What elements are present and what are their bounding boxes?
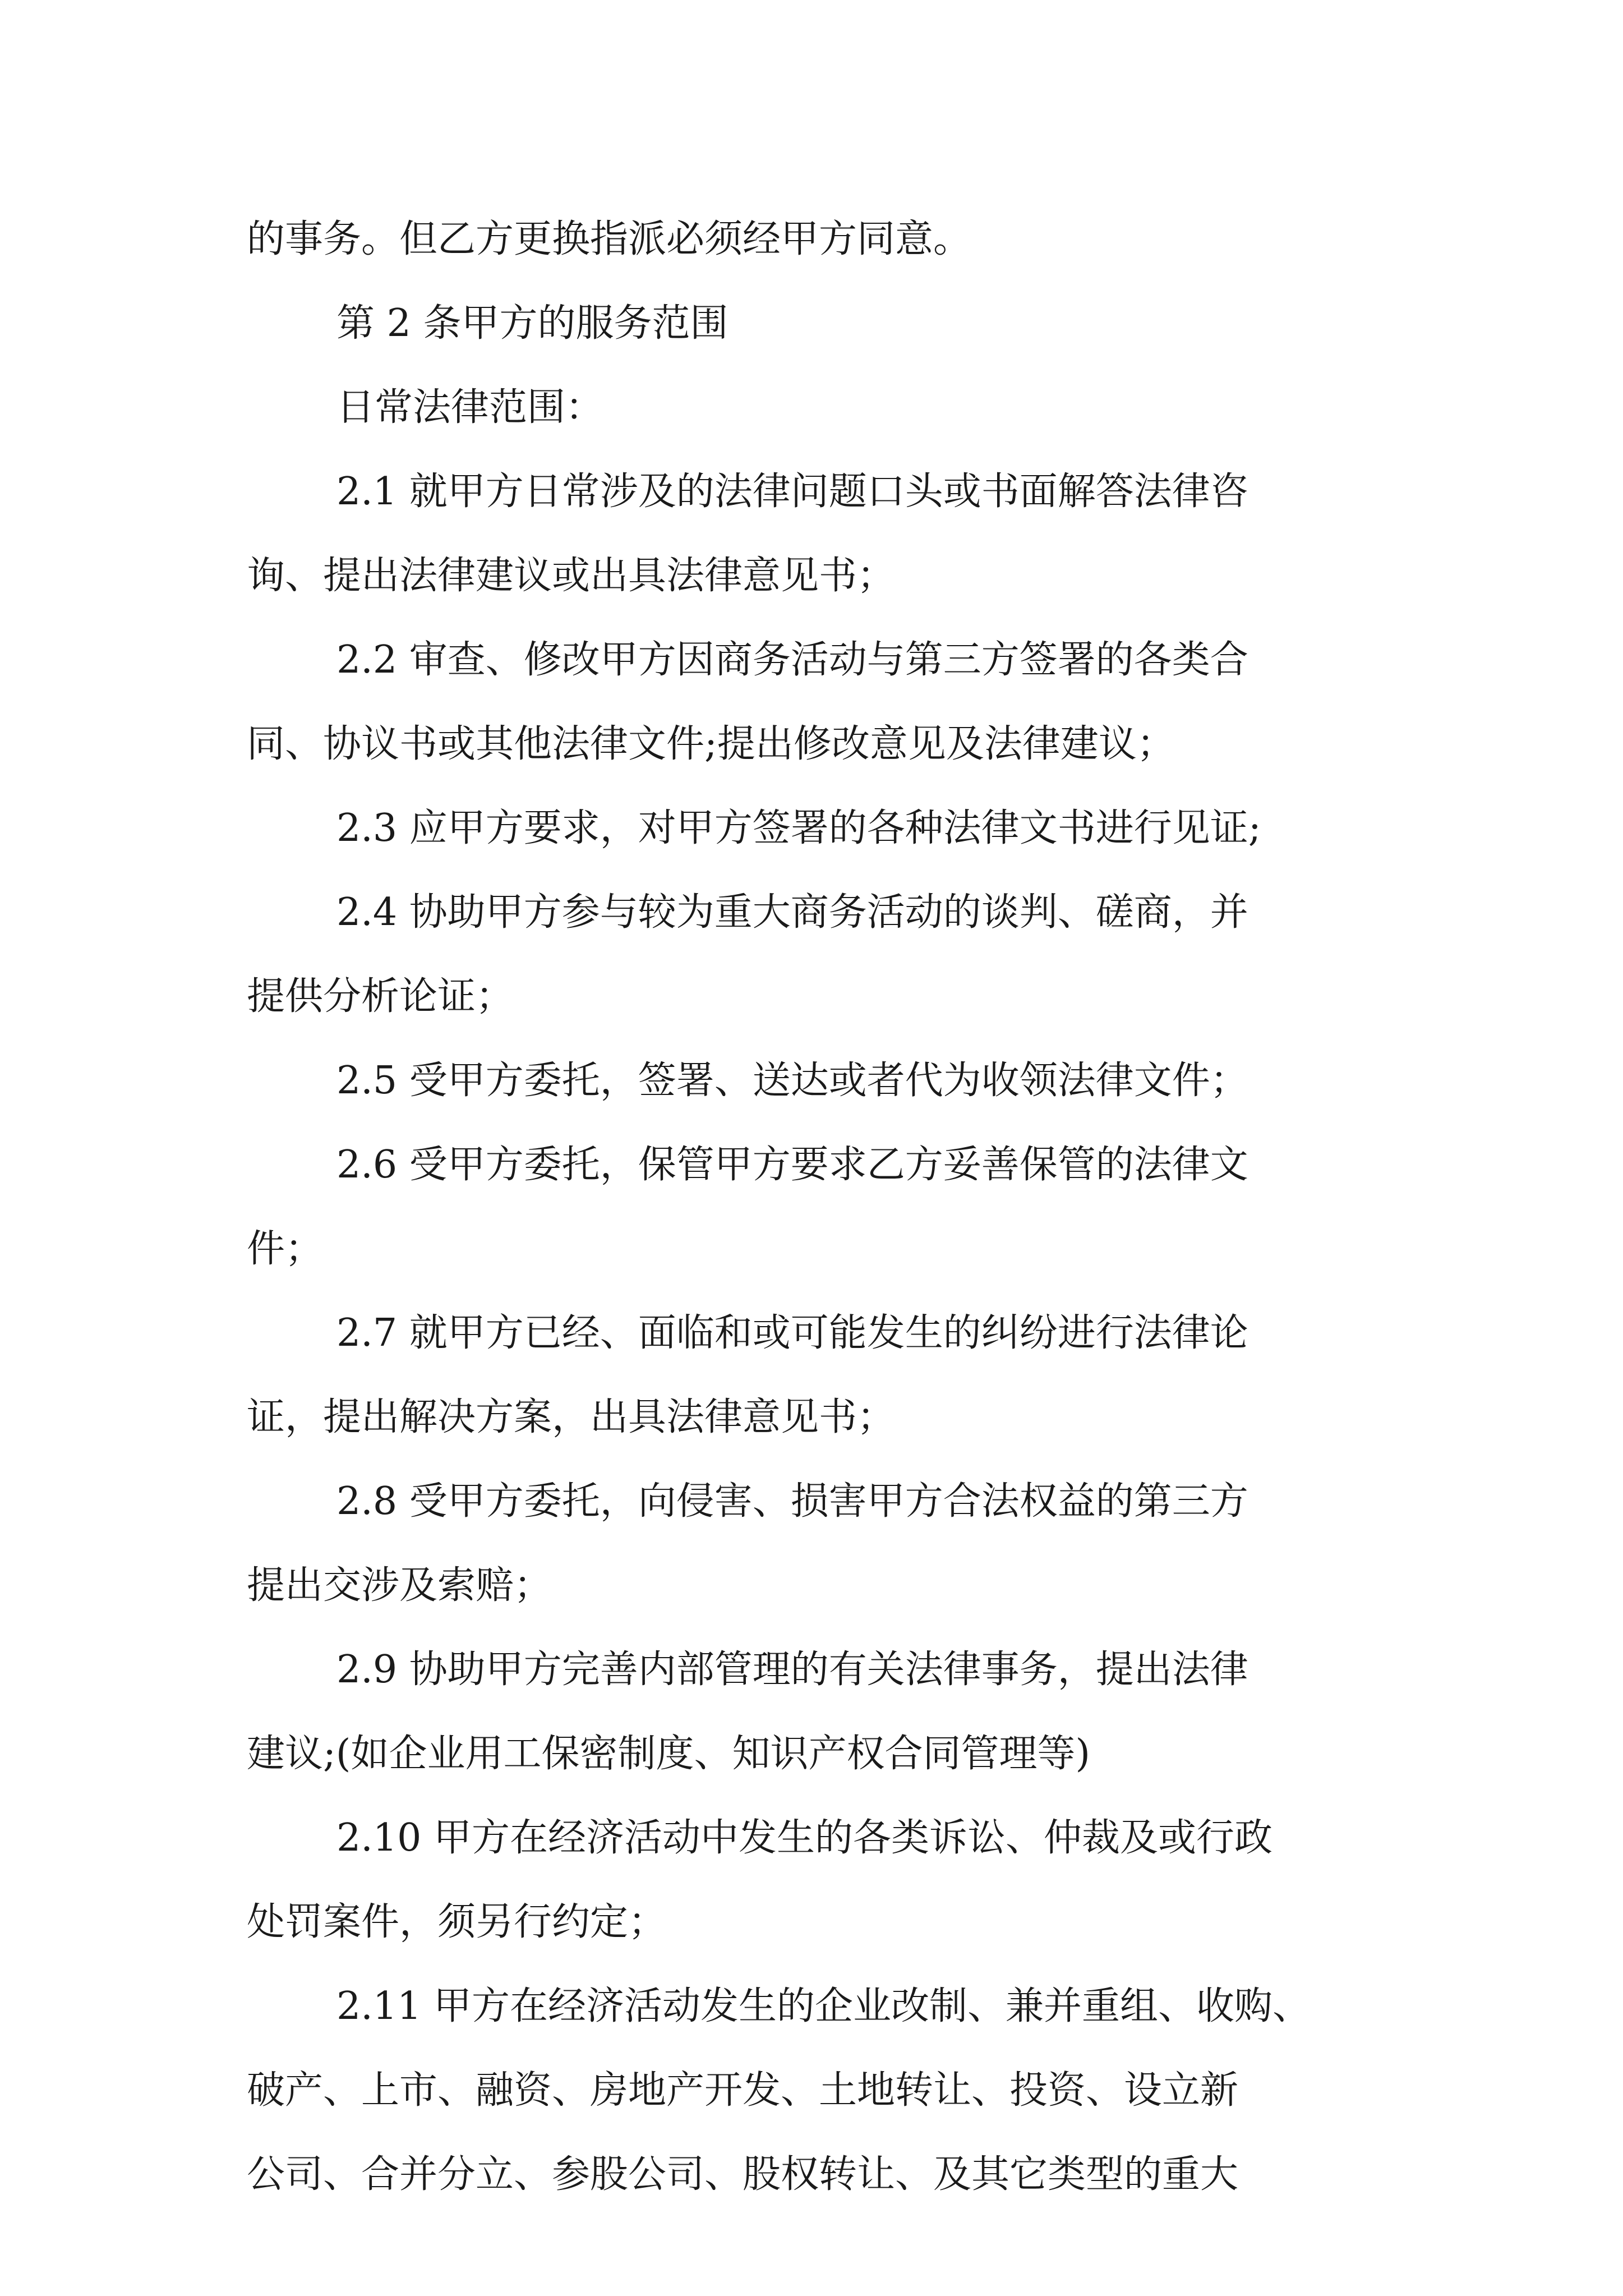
text-line: 2.3 应甲方要求，对甲方签署的各种法律文书进行见证; (336, 806, 1261, 850)
text-line: 2.7 就甲方已经、面临和或可能发生的纠纷进行法律论 (336, 1311, 1248, 1355)
text-line: 2.1 就甲方日常涉及的法律问题口头或书面解答法律咨 (336, 470, 1248, 514)
text-line: 公司、合并分立、参股公司、股权转让、及其它类型的重大 (247, 2152, 1239, 2197)
text-line: 的事务。但乙方更换指派必须经甲方同意。 (247, 217, 972, 261)
text-line: 提供分析论证； (247, 974, 514, 1019)
text-line: 2.6 受甲方委托，保管甲方要求乙方妥善保管的法律文 (336, 1143, 1248, 1187)
text-line: 2.11 甲方在经济活动发生的企业改制、兼并重组、收购、 (336, 1984, 1311, 2028)
text-line: 2.8 受甲方委托，向侵害、损害甲方合法权益的第三方 (336, 1479, 1248, 1524)
subsection-heading: 日常法律范围： (336, 385, 604, 430)
text-line: 同、协议书或其他法律文件;提出修改意见及法律建议； (247, 722, 1175, 766)
text-line: 提出交涉及索赔； (247, 1563, 552, 1608)
text-line: 破产、上市、融资、房地产开发、土地转让、投资、设立新 (247, 2068, 1239, 2113)
text-line: 2.2 审查、修改甲方因商务活动与第三方签署的各类合 (336, 638, 1248, 682)
text-line: 证，提出解决方案，出具法律意见书； (247, 1395, 896, 1439)
text-line: 2.10 甲方在经济活动中发生的各类诉讼、仲裁及或行政 (336, 1816, 1273, 1860)
text-line: 2.4 协助甲方参与较为重大商务活动的谈判、磋商，并 (336, 890, 1248, 935)
text-line: 建议;(如企业用工保密制度、知识产权合同管理等) (247, 1732, 1090, 1776)
text-line: 2.9 协助甲方完善内部管理的有关法律事务，提出法律 (336, 1648, 1248, 1692)
text-line: 询、提出法律建议或出具法律意见书； (247, 554, 896, 598)
text-line: 2.5 受甲方委托，签署、送达或者代为收领法律文件； (336, 1059, 1248, 1103)
text-line: 件； (247, 1227, 324, 1271)
section-heading: 第 2 条甲方的服务范围 (336, 301, 728, 346)
text-line: 处罚案件，须另行约定； (247, 1900, 667, 1944)
